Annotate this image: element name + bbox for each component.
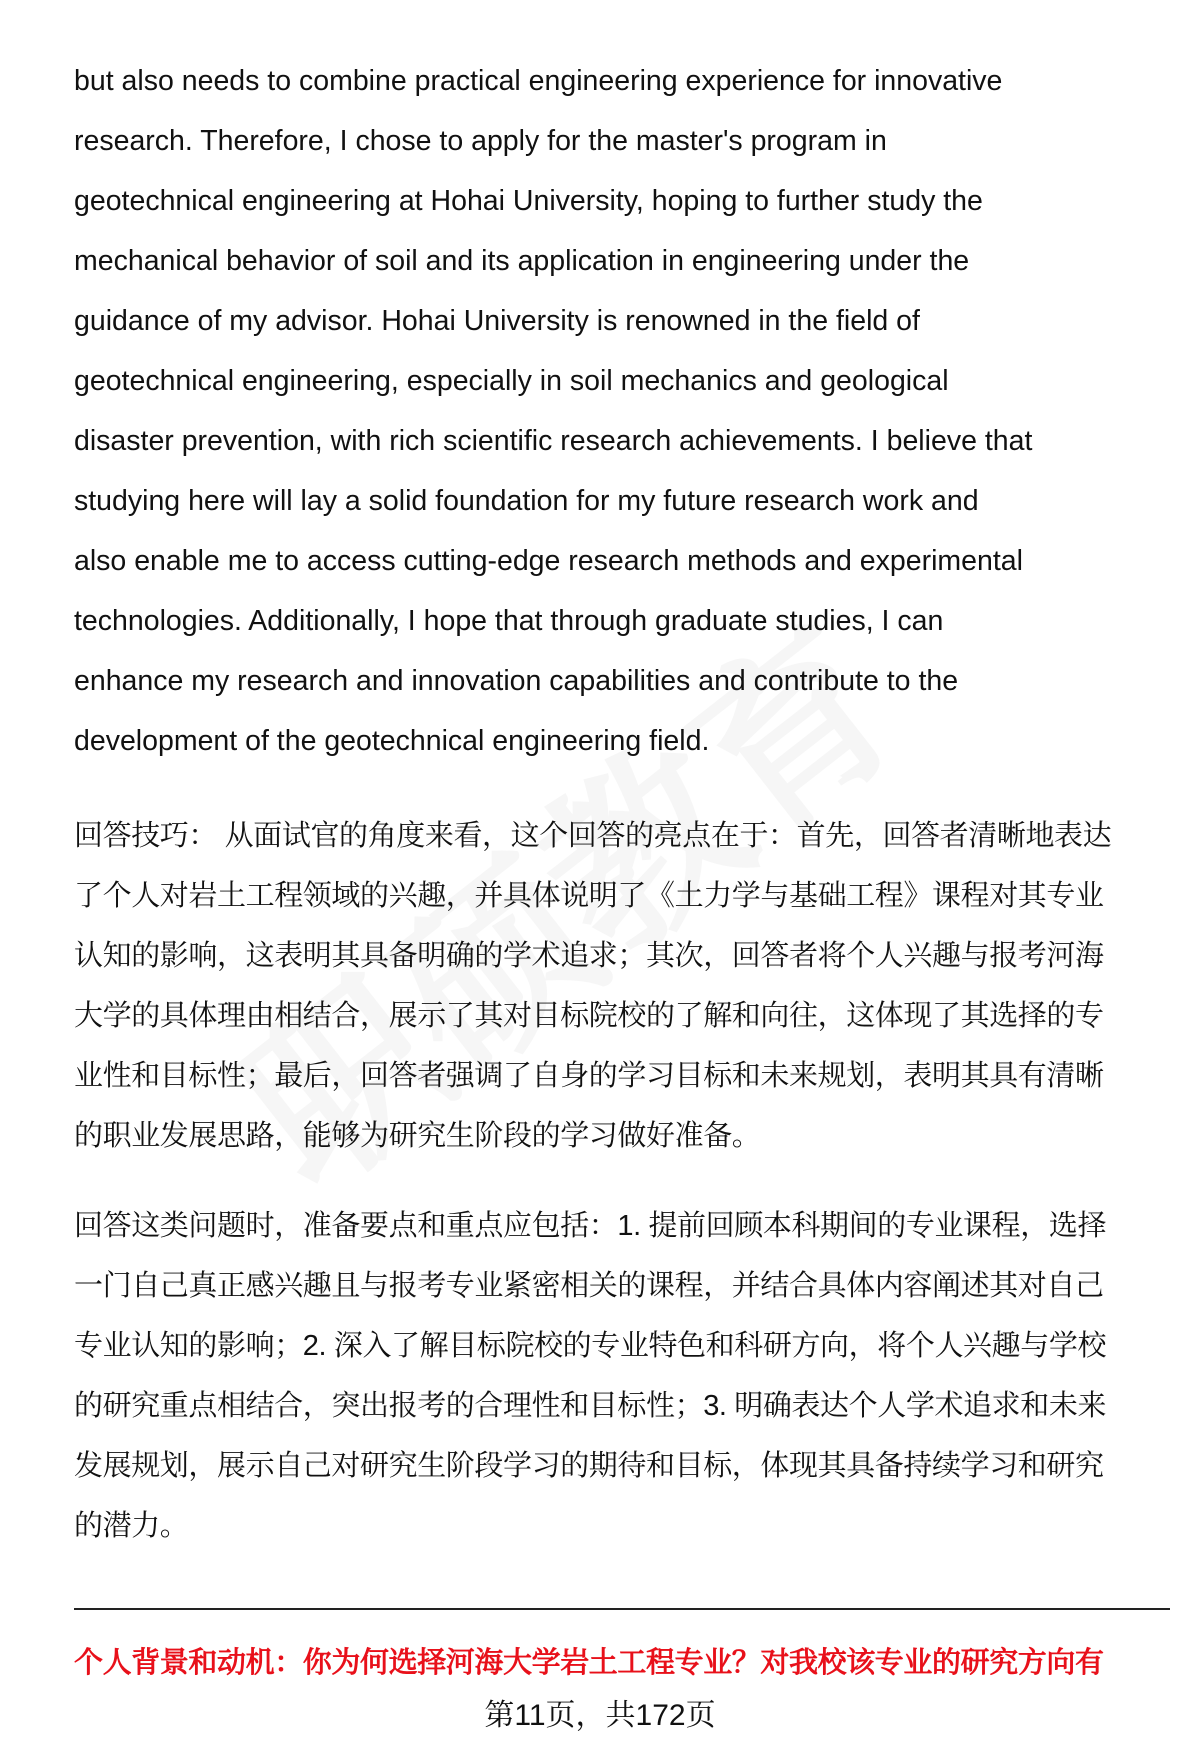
text-line: also enable me to access cutting-edge research methods and experimental	[74, 545, 1023, 577]
section-divider	[74, 1608, 1170, 1610]
text-line: 了个人对岩土工程领域的兴趣，并具体说明了《土力学与基础工程》课程对其专业	[74, 880, 1104, 912]
text-line: guidance of my advisor. Hohai University is renowned in the field of	[74, 305, 920, 337]
text-line: 大学的具体理由相结合，展示了其对目标院校的了解和向往，这体现了其选择的专	[74, 1000, 1104, 1032]
text-line: studying here will lay a solid foundation for my future research work and	[74, 485, 979, 517]
text-line: 的研究重点相结合，突出报考的合理性和目标性；3. 明确表达个人学术追求和未来	[74, 1390, 1107, 1422]
text-line: enhance my research and innovation capabilities and contribute to the	[74, 665, 959, 697]
answer-english-paragraph	[74, 51, 1174, 771]
text-line: but also needs to combine practical engineering experience for innovative	[74, 65, 1003, 97]
text-line: geotechnical engineering, especially in soil mechanics and geological	[74, 365, 949, 397]
text-line: disaster prevention, with rich scientific research achievements. I believe that	[74, 425, 1033, 457]
text-line: 认知的影响，这表明其具备明确的学术追求；其次，回答者将个人兴趣与报考河海	[74, 940, 1104, 972]
text-line: 专业认知的影响；2. 深入了解目标院校的专业特色和科研方向，将个人兴趣与学校	[74, 1330, 1107, 1362]
text-line: mechanical behavior of soil and its application in engineering under the	[74, 245, 970, 277]
text-line: 回答这类问题时，准备要点和重点应包括：1. 提前回顾本科期间的专业课程，选择	[74, 1210, 1107, 1242]
text-line: 业性和目标性；最后，回答者强调了自身的学习目标和未来规划，表明其具有清晰	[74, 1060, 1104, 1092]
text-line: 发展规划，展示自己对研究生阶段学习的期待和目标，体现其具备持续学习和研究	[74, 1450, 1104, 1482]
text-line: 一门自己真正感兴趣且与报考专业紧密相关的课程，并结合具体内容阐述其对自己	[74, 1270, 1104, 1302]
text-line: 的潜力。	[74, 1510, 189, 1542]
preparation-points-paragraph	[74, 1196, 1174, 1556]
text-line: geotechnical engineering at Hohai University, hoping to further study the	[74, 185, 983, 217]
text-line: 回答技巧： 从面试官的角度来看，这个回答的亮点在于：首先，回答者清晰地表达	[74, 820, 1112, 852]
text-line: research. Therefore, I chose to apply for the master's program in	[74, 125, 887, 157]
page-number-footer: 第11页，共172页	[484, 1699, 716, 1732]
text-line: 的职业发展思路，能够为研究生阶段的学习做好准备。	[74, 1120, 761, 1152]
text-line: technologies. Additionally, I hope that through graduate studies, I can	[74, 605, 944, 637]
next-question-heading: 个人背景和动机：你为何选择河海大学岩土工程专业？对我校该专业的研究方向有	[74, 1647, 1104, 1679]
text-line: development of the geotechnical engineering field.	[74, 725, 710, 757]
answer-tips-paragraph	[74, 806, 1174, 1166]
